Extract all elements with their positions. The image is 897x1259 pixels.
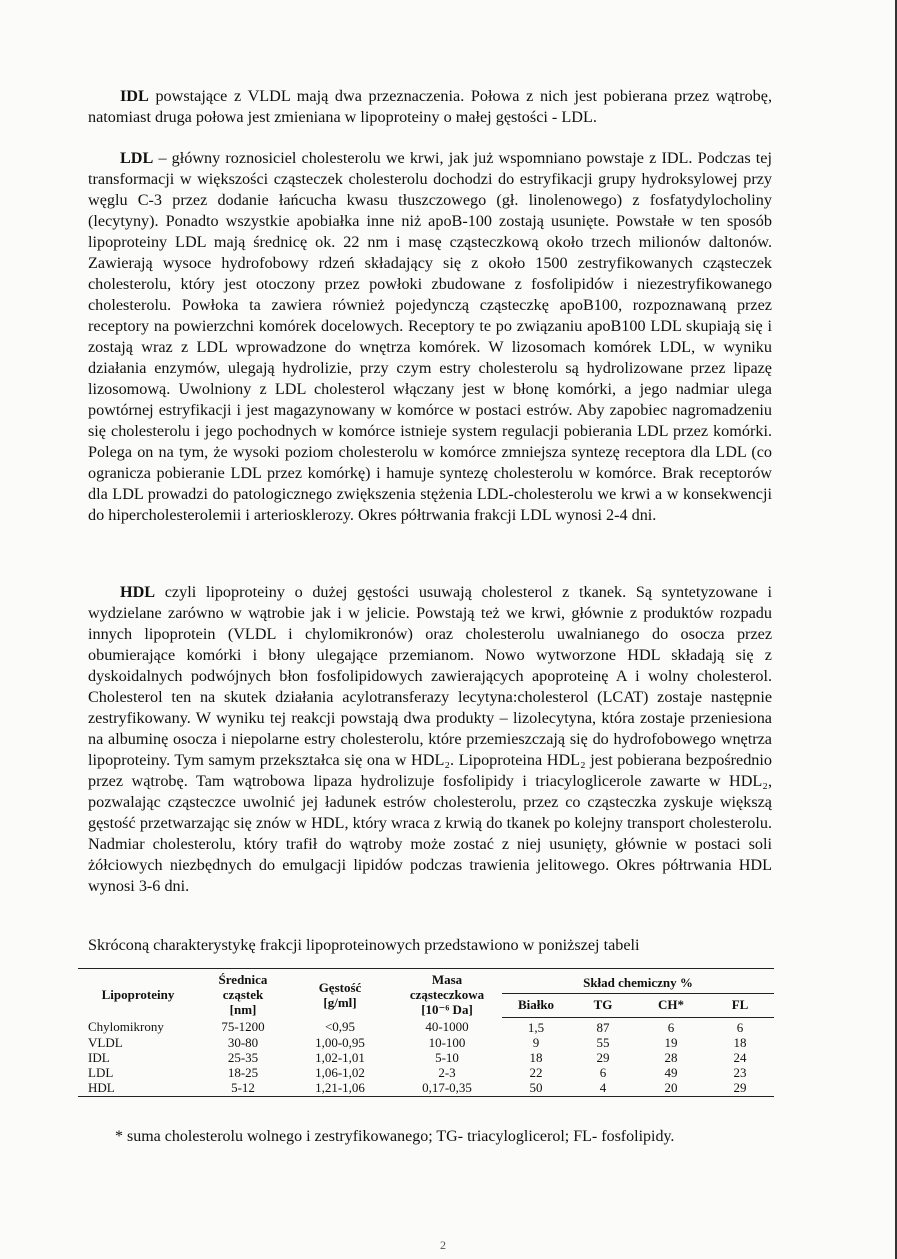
cell-density: 1,02-1,01	[315, 1049, 365, 1065]
cell-diameter: 18-25	[227, 1064, 259, 1080]
cell-density: 1,06-1,02	[315, 1064, 365, 1080]
term-idl: IDL	[120, 87, 149, 105]
paragraph-ldl	[88, 148, 772, 526]
page-number: 2	[440, 1238, 446, 1252]
cell-mass: 0,17-0,35	[392, 1080, 502, 1097]
cell-fl: 23	[733, 1064, 747, 1080]
header-lipoproteiny: Lipoproteiny	[78, 969, 198, 1018]
cell-mass: 5-10	[435, 1049, 459, 1065]
cell-density: <0,95	[324, 1019, 356, 1035]
cell-fl: 24	[733, 1049, 747, 1065]
cell-diameter: 30-80	[227, 1034, 259, 1050]
cell-name: IDL	[88, 1049, 110, 1065]
header-diameter: Średnica cząstek [nm]	[198, 969, 288, 1018]
table-row	[78, 1050, 774, 1065]
term-ldl: LDL	[120, 149, 154, 167]
cell-ch: 6	[667, 1019, 675, 1035]
header-ch: CH*	[636, 993, 706, 1017]
header-composition: Skład chemiczny %	[502, 969, 774, 994]
cell-protein: 18	[529, 1049, 543, 1065]
cell-tg: 6	[599, 1064, 607, 1080]
table-row	[78, 1065, 774, 1080]
cell-ch: 19	[664, 1034, 678, 1050]
cell-tg: 29	[596, 1049, 610, 1065]
cell-mass: 40-1000	[425, 1019, 469, 1035]
header-fl: FL	[706, 993, 774, 1017]
cell-density: 1,00-0,95	[315, 1034, 365, 1050]
cell-name: LDL	[88, 1064, 114, 1080]
paragraph-ldl-text: – główny roznosiciel cholesterolu we krwi, jak już wspomniano powstaje z IDL. Podczas tej transformacji w większości cząsteczek cholesterolu dochodzi do estryfikacji grupy hydroksylowej przy węglu C-3 przez dodanie łańcucha kwasu tłuszczowego (gł. linolenowego) z fosfatydylocholiny (lecytyny). Ponadto wszystkie apobiałka inne niż apoB-100 zostają usunięte. Powstałe w ten sposób lipoproteiny LDL mają średnicę ok. 22 nm i masę cząsteczkową około trzech milionów daltonów. Zawierają wysoce hydrofobowy rdzeń składający się z około 1500 zestryfikowanych cząsteczek cholesterolu, który jest otoczony przez powłoki zbudowane z fosfolipidów i niezestryfikowanego cholesterolu. Powłoka ta zawiera również pojedynczą cząsteczkę apoB100, rozpoznawaną przez receptory na powierzchni komórek docelowych. Receptory te po związaniu apoB100 LDL skupiają się i zostają wraz z LDL wprowadzone do wnętrza komórek. W lizosomach komórek LDL, w wyniku działania enzymów, ulegają hydrolizie, przy czym estry cholesterolu są hydrolizowane przez lipazę lizosomową. Uwolniony z LDL cholesterol włączany jest w błonę komórki, a jego nadmiar ulega powtórnej estryfikacji i jest magazynowany w komórce w postaci estrów. Aby zapobiec nagromadzeniu się cholesterolu i jego pochodnych w komórce istnieje system regulacji pobierania LDL przez komórki. Polega on na tym, że wysoki poziom cholesterolu w komórce zmniejsza syntezę receptora dla LDL (co ogranicza pobieranie LDL przez komórkę) i hamuje syntezę cholesterolu w komórce. Brak receptorów dla LDL prowadzi do patologicznego zwiększenia stężenia LDL-cholesterolu we krwi a w konsekwencji do hipercholesterolemii i arteriosklerozy. Okres półtrwania frakcji LDL wynosi 2-4 dni.	[88, 149, 772, 524]
cell-protein: 50	[502, 1080, 570, 1097]
cell-mass: 10-100	[428, 1034, 466, 1050]
header-density: Gęstość [g/ml]	[288, 969, 392, 1018]
paragraph-hdl-text: czyli lipoproteiny o dużej gęstości usuwają cholesterol z tkanek. Są syntetyzowane i wydzielane zarówno w wątrobie jak i w jelicie. Powstają też we krwi, głównie z produktów rozpadu innych lipoprotein (VLDL i chylomikronów) oraz cholesterolu uwalnianego do osocza przez obumierające komórki i błony ulegające przemianom. Nowo wytworzone HDL składają się z dyskoidalnych podwójnych błon fosfolipidowych zawierających apoproteinę A i wolny cholesterol. Cholesterol ten na skutek działania acylotransferazy lecytyna:cholesterol (LCAT) zostaje następnie zestryfikowany. W wyniku tej reakcji powstają dwa produkty – lizolecytyna, która zostaje przeniesiona na albuminę osocza i niepolarne estry cholesterolu, które przemieszczają się do hydrofobowego wnętrza lipoproteiny. Tym samym przekształca się ona w HDL₂. Lipoproteina HDL₂ jest pobierana bezpośrednio przez wątrobę. Tam wątrobowa lipaza hydrolizuje fosfolipidy i triacyloglicerole zawarte w HDL₂, pozwalając cząsteczce uwolnić jej ładunek estrów cholesterolu, przez co cząsteczka zyskuje większą gęstość przetwarzając się znów w HDL, który wraca z krwią do tkanek po kolejny transport cholesterolu. Nadmiar cholesterolu, który trafił do wątroby może zostać z niej usunięty, głównie w postaci soli żółciowych niezbędnych do emulgacji lipidów podczas trawienia jelitowego. Okres półtrwania HDL wynosi 3-6 dni.	[88, 583, 772, 895]
paragraph-hdl	[88, 582, 772, 897]
cell-ch: 49	[664, 1064, 678, 1080]
header-protein: Białko	[502, 993, 570, 1017]
cell-diameter: 25-35	[227, 1049, 259, 1065]
header-mass: Masa cząsteczkowa [10⁻⁶ Da]	[392, 969, 502, 1018]
cell-tg: 87	[596, 1019, 610, 1035]
cell-protein: 1,5	[527, 1019, 545, 1035]
lipoprotein-table	[78, 968, 774, 1097]
paragraph-idl	[88, 86, 772, 128]
paragraph-idl-text: powstające z VLDL mają dwa przeznaczenia. Połowa z nich jest pobierana przez wątrobę, natomiast druga połowa jest zmieniana w lipoproteiny o małej gęstości - LDL.	[88, 87, 772, 126]
table-row	[78, 1035, 774, 1050]
cell-ch: 28	[664, 1049, 678, 1065]
cell-ch: 20	[636, 1080, 706, 1097]
cell-protein: 9	[532, 1034, 540, 1050]
cell-name: HDL	[78, 1080, 198, 1097]
cell-name: Chylomikrony	[88, 1019, 164, 1035]
cell-mass: 2-3	[438, 1064, 456, 1080]
cell-diameter: 5-12	[198, 1080, 288, 1097]
header-tg: TG	[570, 993, 636, 1017]
cell-protein: 22	[529, 1064, 543, 1080]
cell-fl: 29	[706, 1080, 774, 1097]
cell-density: 1,21-1,06	[288, 1080, 392, 1097]
table-intro: Skróconą charakterystykę frakcji lipoproteinowych przedstawiono w poniższej tabeli	[88, 936, 640, 954]
table-row	[78, 1017, 774, 1035]
footnote: * suma cholesterolu wolnego i zestryfikowanego; TG- triacyloglicerol; FL- fosfolipidy.	[115, 1128, 675, 1145]
cell-tg: 55	[596, 1034, 610, 1050]
term-hdl: HDL	[120, 583, 156, 601]
cell-tg: 4	[570, 1080, 636, 1097]
cell-fl: 18	[733, 1034, 747, 1050]
cell-name: VLDL	[88, 1034, 123, 1050]
table-row	[78, 1080, 774, 1097]
cell-diameter: 75-1200	[221, 1019, 265, 1035]
cell-fl: 6	[736, 1019, 744, 1035]
